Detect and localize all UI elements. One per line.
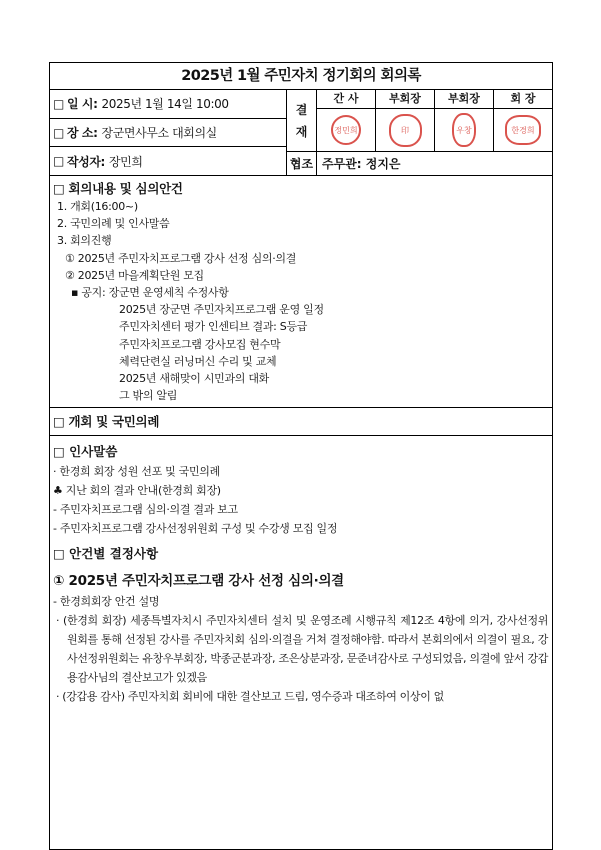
- place-value: 장군면사무소 대회의실: [101, 126, 217, 140]
- agenda-item: 2025년 장군면 주민자치프로그램 운영 일정: [119, 303, 324, 317]
- checkbox-mark: □: [53, 125, 64, 140]
- agenda-item: 체력단련실 러닝머신 수리 및 교체: [119, 354, 277, 368]
- writer-label: 작성자:: [66, 154, 105, 169]
- approval-role: 부회장: [376, 90, 434, 109]
- agenda-heading: □ 회의내용 및 심의안건: [53, 181, 183, 196]
- meeting-info: [50, 90, 287, 175]
- cooperation-value: 주무관: 정지은: [322, 157, 401, 171]
- agenda-item: 주민자치프로그램 강사모집 현수막: [119, 337, 281, 351]
- approval-label-top: 결: [295, 102, 308, 117]
- decision-paragraph: · (강갑용 감사) 주민자치회 회비에 대한 결산보고 드림, 영수증과 대조하여 이상이 없: [56, 690, 444, 704]
- place-label: 장 소:: [66, 126, 98, 140]
- document-title: 2025년 1월 주민자치 정기회의 회의록: [50, 63, 552, 90]
- approval-block: [287, 90, 552, 175]
- approval-sign-cell: [317, 109, 375, 151]
- date-label: 일 시:: [66, 97, 98, 112]
- agenda-item: 2. 국민의례 및 인사말씀: [57, 217, 170, 231]
- date-row: [50, 90, 286, 118]
- approval-col-vice-chair-2: [435, 90, 494, 151]
- checkbox-mark: □: [53, 154, 64, 169]
- greeting-line: - 주민자치프로그램 심의·의결 결과 보고: [53, 503, 238, 517]
- checkbox-mark: □: [53, 96, 64, 111]
- place-row: [50, 118, 286, 147]
- header-block: [50, 90, 552, 176]
- cooperation-label: 협조: [287, 152, 317, 175]
- agenda-item: ① 2025년 주민자치프로그램 강사 선정 심의·의결: [65, 251, 297, 265]
- approval-role: 간 사: [317, 90, 375, 109]
- decision-sub-line: - 한경희회장 안건 설명: [53, 595, 160, 609]
- decision-paragraph: · (한경희 회장) 세종특별자치시 주민자치센터 설치 및 운영조례 시행규칙 제12조 4항에 의거, 강사선정위원회를 통해 선정된 강사를 주민자치회 심의·의결을 거쳐 결정해야함. 따라서 본회의에서 의결이 필요, 강사선정위원회는 유창우부회장, 박종군분과장, 조은상분과장, 문준녀감사로 구성되었음, 의결에 앞서 강갑용감사님의 결산보고가 있겠음: [56, 614, 548, 685]
- meeting-minutes-document: [49, 62, 553, 850]
- seal-stamp-icon: 한경희: [505, 115, 541, 145]
- approval-sign-cell: [435, 109, 493, 151]
- date-value: 2025년 1월 14일 10:00: [101, 97, 229, 112]
- greeting-line: · 한경희 회장 성원 선포 및 국민의례: [53, 465, 220, 479]
- cooperation-row: [287, 152, 552, 175]
- writer-row: [50, 146, 286, 175]
- greeting-line: ♣ 지난 회의 결과 안내(한경희 회장): [53, 484, 221, 498]
- approval-role: 부회장: [435, 90, 493, 109]
- approval-col-chair: [494, 90, 552, 151]
- minutes-body: [50, 436, 552, 706]
- opening-heading: □ 개회 및 국민의례: [53, 413, 160, 429]
- agenda-item: 3. 회의진행: [57, 234, 112, 248]
- agenda-section: [50, 176, 552, 408]
- greeting-heading: □ 인사말씀: [53, 444, 118, 460]
- approval-table: [287, 90, 552, 152]
- decisions-heading: □ 안건별 결정사항: [53, 546, 159, 562]
- approval-columns: [317, 90, 552, 151]
- agenda-item: ② 2025년 마을계획단원 모집: [65, 268, 204, 282]
- approval-col-secretary: [317, 90, 376, 151]
- writer-value: 장민희: [108, 154, 143, 169]
- approval-sign-cell: [494, 109, 552, 151]
- approval-sign-cell: [376, 109, 434, 151]
- agenda-item: ▪ 공지: 장군면 운영세칙 수정사항: [71, 286, 229, 300]
- approval-col-vice-chair-1: [376, 90, 435, 151]
- opening-section: [50, 408, 552, 436]
- seal-stamp-icon: 印: [389, 114, 422, 147]
- agenda-item: 주민자치센터 평가 인센티브 결과: S등급: [119, 320, 308, 334]
- seal-stamp-icon: 정민희: [331, 115, 361, 145]
- approval-label-bottom: 재: [295, 124, 308, 139]
- agenda-item: 2025년 새해맞이 시민과의 대화: [119, 372, 269, 386]
- greeting-line: - 주민자치프로그램 강사선정위원회 구성 및 수강생 모집 일정: [53, 522, 338, 536]
- agenda-item: 그 밖의 알림: [119, 389, 178, 403]
- agenda-item: 1. 개회(16:00~): [57, 200, 138, 213]
- approval-role: 회 장: [494, 90, 552, 109]
- approval-label: [287, 90, 317, 151]
- decision-item-heading: ① 2025년 주민자치프로그램 강사 선정 심의·의결: [53, 573, 344, 590]
- seal-stamp-icon: 우창: [452, 113, 476, 147]
